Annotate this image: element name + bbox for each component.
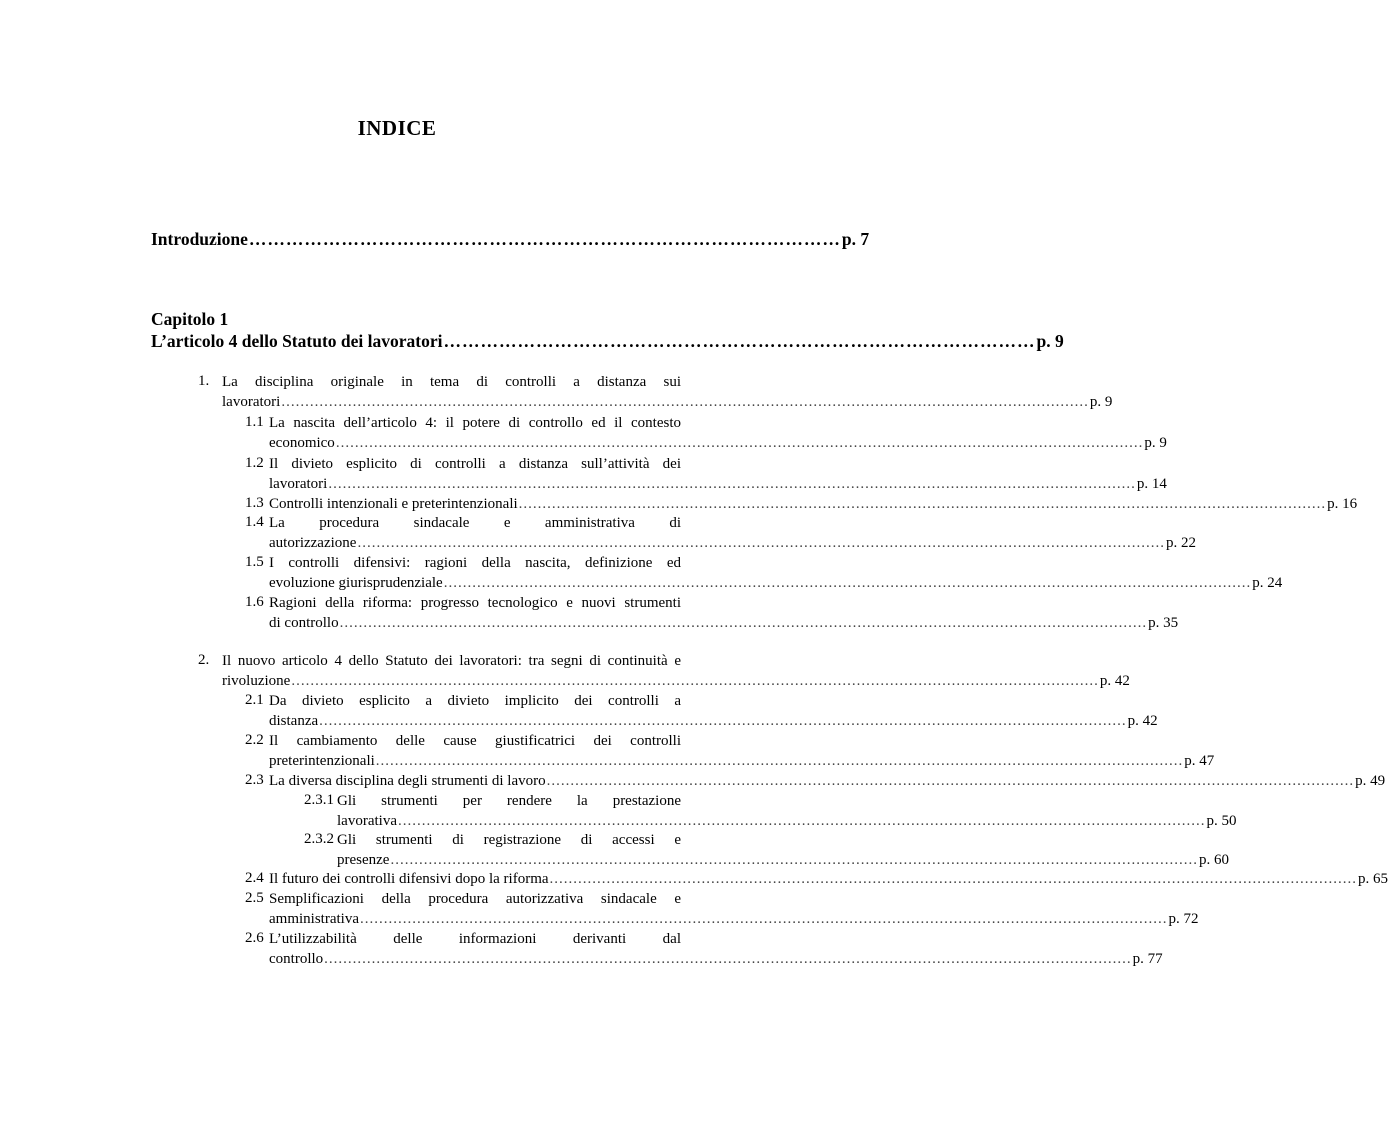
entry-title-line2: rivoluzione xyxy=(222,672,291,689)
entry-number: 1.1 xyxy=(245,414,264,430)
entry-page: p. 35 xyxy=(1148,614,1179,631)
toc-entry-1-3[interactable] xyxy=(245,495,1358,515)
leader-dots: …………………………………………………………………………………… xyxy=(248,229,841,249)
entry-title-line1: I controlli difensivi: ragioni della nascita, definizione ed xyxy=(269,555,681,571)
entry-title-line1: Ragioni della riforma: progresso tecnologico e nuovi strumenti xyxy=(269,595,681,611)
entry-page: p. 24 xyxy=(1252,574,1283,591)
entry-title-line1: Gli strumenti di registrazione di accessi e xyxy=(337,832,681,848)
entry-title: Controlli intenzionali e preterintenzionali xyxy=(269,496,518,512)
entry-title-line2: lavorativa xyxy=(337,812,397,829)
toc-introduction[interactable] xyxy=(151,228,870,250)
entry-page: p. 65 xyxy=(1358,871,1388,887)
leader-dots: .......................................................................................................................................................................... xyxy=(397,812,1206,829)
entry-page: p. 50 xyxy=(1206,812,1237,829)
leader-dots: .......................................................................................................................................................................... xyxy=(357,534,1165,551)
entry-title-line1: Semplificazioni della procedura autorizzativa sindacale e xyxy=(269,891,681,907)
entry-title-line1: Da divieto esplicito a divieto implicito dei controlli a xyxy=(269,693,681,709)
entry-title: Il futuro dei controlli difensivi dopo la riforma xyxy=(269,871,549,887)
entry-title-line1: Gli strumenti per rendere la prestazione xyxy=(337,793,681,809)
entry-page: p. 22 xyxy=(1165,534,1196,551)
leader-dots: .......................................................................................................................................................................... xyxy=(335,434,1144,451)
entry-number: 2.2 xyxy=(245,732,264,748)
entry-title-line1: La nascita dell’articolo 4: il potere di controllo ed il contesto xyxy=(269,415,681,431)
entry-title-line2: presenze xyxy=(337,851,390,868)
entry-page: p. 14 xyxy=(1136,475,1167,492)
entry-page: p. 16 xyxy=(1327,496,1358,512)
leader-dots: .......................................................................................................................................................................... xyxy=(549,871,1358,887)
entry-title-line2: lavoratori xyxy=(269,475,328,492)
entry-title-line1: La disciplina originale in tema di controlli a distanza sui xyxy=(222,374,681,390)
entry-page: p. 72 xyxy=(1168,910,1199,927)
entry-page: p. 9 xyxy=(1144,434,1167,451)
entry-title-line2: di controllo xyxy=(269,614,339,631)
entry-number: 2.1 xyxy=(245,692,264,708)
entry-number: 2.5 xyxy=(245,890,264,906)
entry-number: 1.6 xyxy=(245,594,264,610)
toc-entry-2-1[interactable] xyxy=(245,692,1158,731)
entry-page: p. 60 xyxy=(1198,851,1229,868)
entry-number: 2.4 xyxy=(245,870,264,886)
toc-entry-1[interactable] xyxy=(198,373,1113,412)
toc-entry-1-4[interactable] xyxy=(245,514,1196,553)
entry-number: 2.3.1 xyxy=(304,792,334,808)
entry-title-line1: Il divieto esplicito di controlli a distanza sull’attività dei xyxy=(269,456,681,472)
entry-number: 2.6 xyxy=(245,930,264,946)
entry-title-line2: amministrativa xyxy=(269,910,359,927)
toc-entry-1-2[interactable] xyxy=(245,455,1167,494)
entry-title-line2: preterintenzionali xyxy=(269,752,375,769)
leader-dots: .......................................................................................................................................................................... xyxy=(281,393,1089,410)
entry-page: p. 9 xyxy=(1089,393,1113,410)
toc-entry-2-6[interactable] xyxy=(245,930,1163,969)
entry-page: p. 77 xyxy=(1132,950,1163,967)
toc-entry-2-3[interactable] xyxy=(245,772,1386,792)
chapter-title: L’articolo 4 dello Statuto dei lavoratori xyxy=(151,331,443,351)
entry-page: p. 42 xyxy=(1127,712,1158,729)
entry-title-line2: autorizzazione xyxy=(269,534,357,551)
entry-title-line1: L’utilizzabilità delle informazioni derivanti dal xyxy=(269,931,681,947)
leader-dots: .......................................................................................................................................................................... xyxy=(319,712,1127,729)
introduction-label: Introduzione xyxy=(151,229,248,249)
leader-dots: .......................................................................................................................................................................... xyxy=(518,496,1327,512)
entry-title-line1: Il nuovo articolo 4 dello Statuto dei lavoratori: tra segni di continuità e xyxy=(222,653,681,669)
toc-entry-2[interactable] xyxy=(198,652,1130,691)
leader-dots: .......................................................................................................................................................................... xyxy=(390,851,1198,868)
entry-number: 2.3.2 xyxy=(304,831,334,847)
entry-number: 1.5 xyxy=(245,554,264,570)
entry-title-line1: Il cambiamento delle cause giustificatrici dei controlli xyxy=(269,733,681,749)
chapter-label: Capitolo 1 xyxy=(151,309,229,329)
entry-title-line2: evoluzione giurisprudenziale xyxy=(269,574,443,591)
leader-dots: .......................................................................................................................................................................... xyxy=(328,475,1136,492)
chapter-page: p. 9 xyxy=(1036,331,1064,351)
entry-title-line2: distanza xyxy=(269,712,319,729)
entry-title-line1: La procedura sindacale e amministrativa di xyxy=(269,515,681,531)
entry-title-line2: economico xyxy=(269,434,335,451)
toc-chapter-1[interactable] xyxy=(151,330,1064,352)
page-title: INDICE xyxy=(357,116,437,140)
toc-entry-2-2[interactable] xyxy=(245,732,1215,771)
entry-title-line2: controllo xyxy=(269,950,324,967)
leader-dots: .......................................................................................................................................................................... xyxy=(324,950,1132,967)
entry-title-line2: lavoratori xyxy=(222,393,281,410)
toc-entry-1-6[interactable] xyxy=(245,594,1179,633)
entry-number: 1.3 xyxy=(245,495,264,511)
toc-entry-2-3-1[interactable] xyxy=(304,792,1237,831)
introduction-page: p. 7 xyxy=(841,229,870,249)
entry-page: p. 47 xyxy=(1184,752,1215,769)
toc-entry-2-5[interactable] xyxy=(245,890,1199,929)
entry-title: La diversa disciplina degli strumenti di lavoro xyxy=(269,773,546,789)
entry-number: 1. xyxy=(198,373,210,389)
leader-dots: …………………………………………………………………………………… xyxy=(443,331,1036,351)
leader-dots: .......................................................................................................................................................................... xyxy=(291,672,1099,689)
entry-page: p. 42 xyxy=(1099,672,1130,689)
entry-number: 2. xyxy=(198,652,210,668)
toc-entry-2-3-2[interactable] xyxy=(304,831,1229,870)
entry-number: 1.4 xyxy=(245,514,264,530)
leader-dots: .......................................................................................................................................................................... xyxy=(443,574,1252,591)
leader-dots: .......................................................................................................................................................................... xyxy=(339,614,1148,631)
leader-dots: .......................................................................................................................................................................... xyxy=(359,910,1168,927)
entry-number: 2.3 xyxy=(245,772,264,788)
leader-dots: .......................................................................................................................................................................... xyxy=(546,773,1355,789)
toc-entry-1-1[interactable] xyxy=(245,414,1167,453)
leader-dots: .......................................................................................................................................................................... xyxy=(375,752,1184,769)
toc-entry-2-4[interactable] xyxy=(245,870,1388,890)
entry-page: p. 49 xyxy=(1355,773,1386,789)
toc-entry-1-5[interactable] xyxy=(245,554,1283,593)
entry-number: 1.2 xyxy=(245,455,264,471)
